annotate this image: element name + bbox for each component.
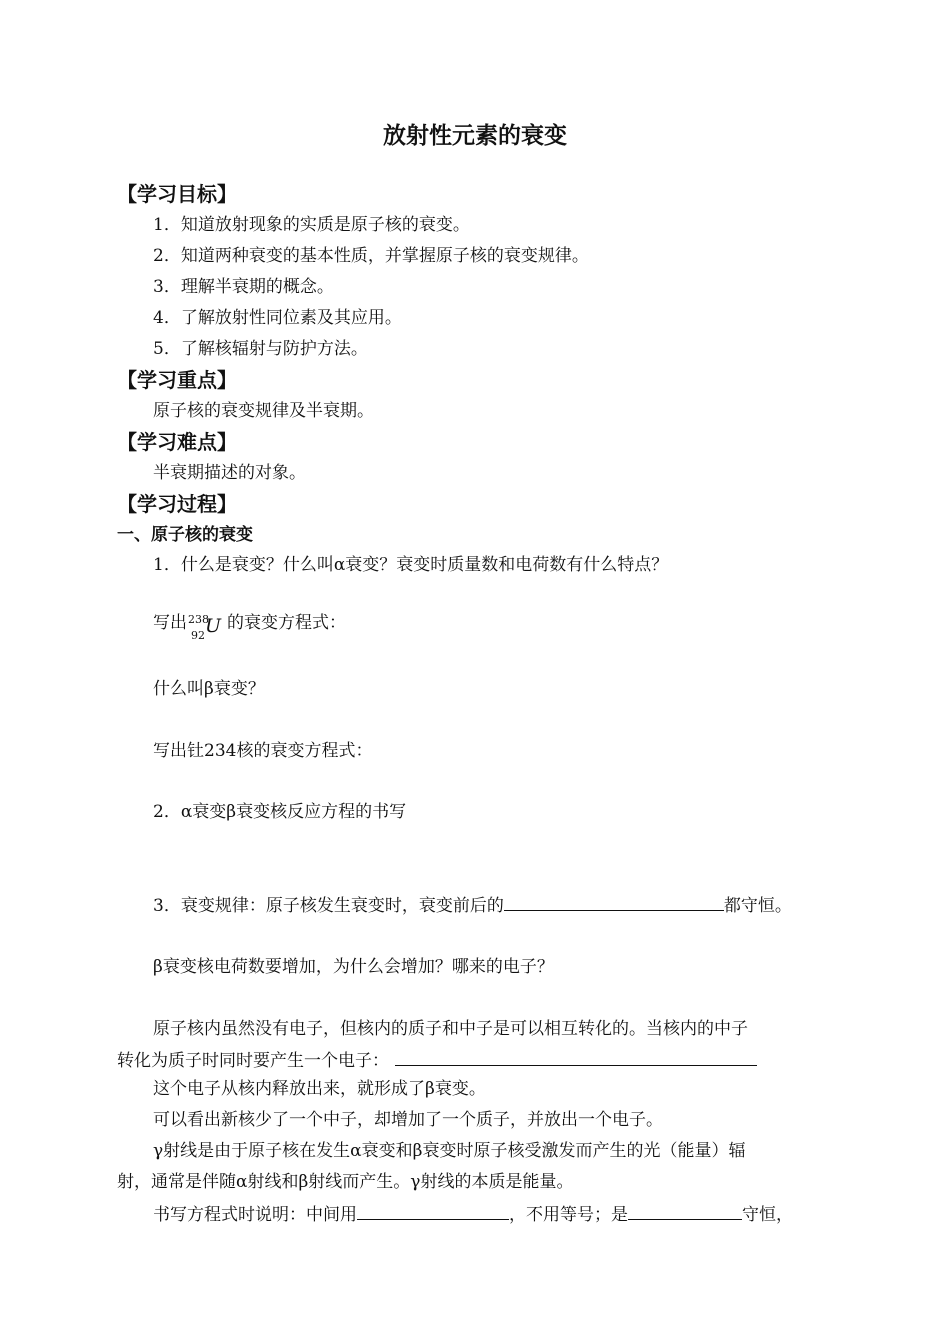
paragraph-line: 原子核内虽然没有电子，但核内的质子和中子是可以相互转化的。当核内的中子	[153, 1019, 748, 1039]
goal-item: 2．知道两种衰变的基本性质，并掌握原子核的衰变规律。	[153, 246, 589, 266]
paragraph-line: 射，通常是伴随α射线和β射线而产生。γ射线的本质是能量。	[117, 1172, 574, 1192]
element-symbol: U	[205, 614, 222, 637]
key-points-text: 原子核的衰变规律及半衰期。	[153, 401, 374, 421]
goal-item: 1．知道放射现象的实质是原子核的衰变。	[153, 215, 470, 235]
question-2: 2．α衰变β衰变核反应方程的书写	[153, 802, 407, 822]
goal-item: 4．了解放射性同位素及其应用。	[153, 308, 402, 328]
q3-prefix: 3．衰变规律：原子核发生衰变时，衰变前后的	[153, 896, 504, 916]
difficulties-text: 半衰期描述的对象。	[153, 463, 306, 483]
answer-blank[interactable]	[357, 1201, 509, 1220]
process-heading: 【学习过程】	[117, 492, 237, 516]
paragraph-line: 可以看出新核少了一个中子，却增加了一个质子，并放出一个电子。	[153, 1110, 663, 1130]
question-beta: 什么叫β衰变？	[153, 679, 265, 699]
question-3	[153, 892, 792, 918]
key-points-heading: 【学习重点】	[117, 368, 237, 392]
uranium-nuclide	[187, 612, 227, 642]
goals-heading: 【学习目标】	[117, 182, 237, 206]
goal-item: 3．理解半衰期的概念。	[153, 277, 334, 297]
write-suffix: 的衰变方程式：	[227, 613, 346, 633]
section-heading: 一、原子核的衰变	[117, 525, 253, 545]
question-1: 1．什么是衰变？什么叫α衰变？衰变时质量数和电荷数有什么特点？	[153, 555, 669, 575]
write-prefix: 写出	[153, 613, 187, 633]
write-uranium-equation	[153, 611, 346, 642]
para5-mid: ，不用等号；是	[509, 1205, 628, 1225]
para5-suffix: 守恒，	[742, 1205, 793, 1225]
charge-number: 92	[191, 628, 205, 642]
q3-suffix: 都守恒。	[723, 896, 792, 916]
paragraph-line: 这个电子从核内释放出来，就形成了β衰变。	[153, 1079, 486, 1099]
goal-item: 5．了解核辐射与防护方法。	[153, 339, 368, 359]
paragraph-line	[153, 1201, 793, 1227]
mass-number: 238	[188, 612, 209, 626]
paragraph-text: 转化为质子时同时要产生一个电子：	[117, 1051, 389, 1071]
difficulties-heading: 【学习难点】	[117, 430, 237, 454]
answer-blank[interactable]	[395, 1047, 757, 1066]
answer-blank[interactable]	[504, 892, 724, 911]
paragraph-line	[117, 1047, 757, 1073]
paragraph-line: γ射线是由于原子核在发生α衰变和β衰变时原子核受激发而产生的光（能量）辐	[153, 1141, 746, 1161]
page-title: 放射性元素的衰变	[383, 123, 567, 149]
beta-question: β衰变核电荷数要增加，为什么会增加？哪来的电子？	[153, 957, 554, 977]
write-thorium-equation: 写出钍234核的衰变方程式：	[153, 741, 373, 761]
para5-prefix: 书写方程式时说明：中间用	[153, 1205, 357, 1225]
answer-blank[interactable]	[628, 1201, 742, 1220]
